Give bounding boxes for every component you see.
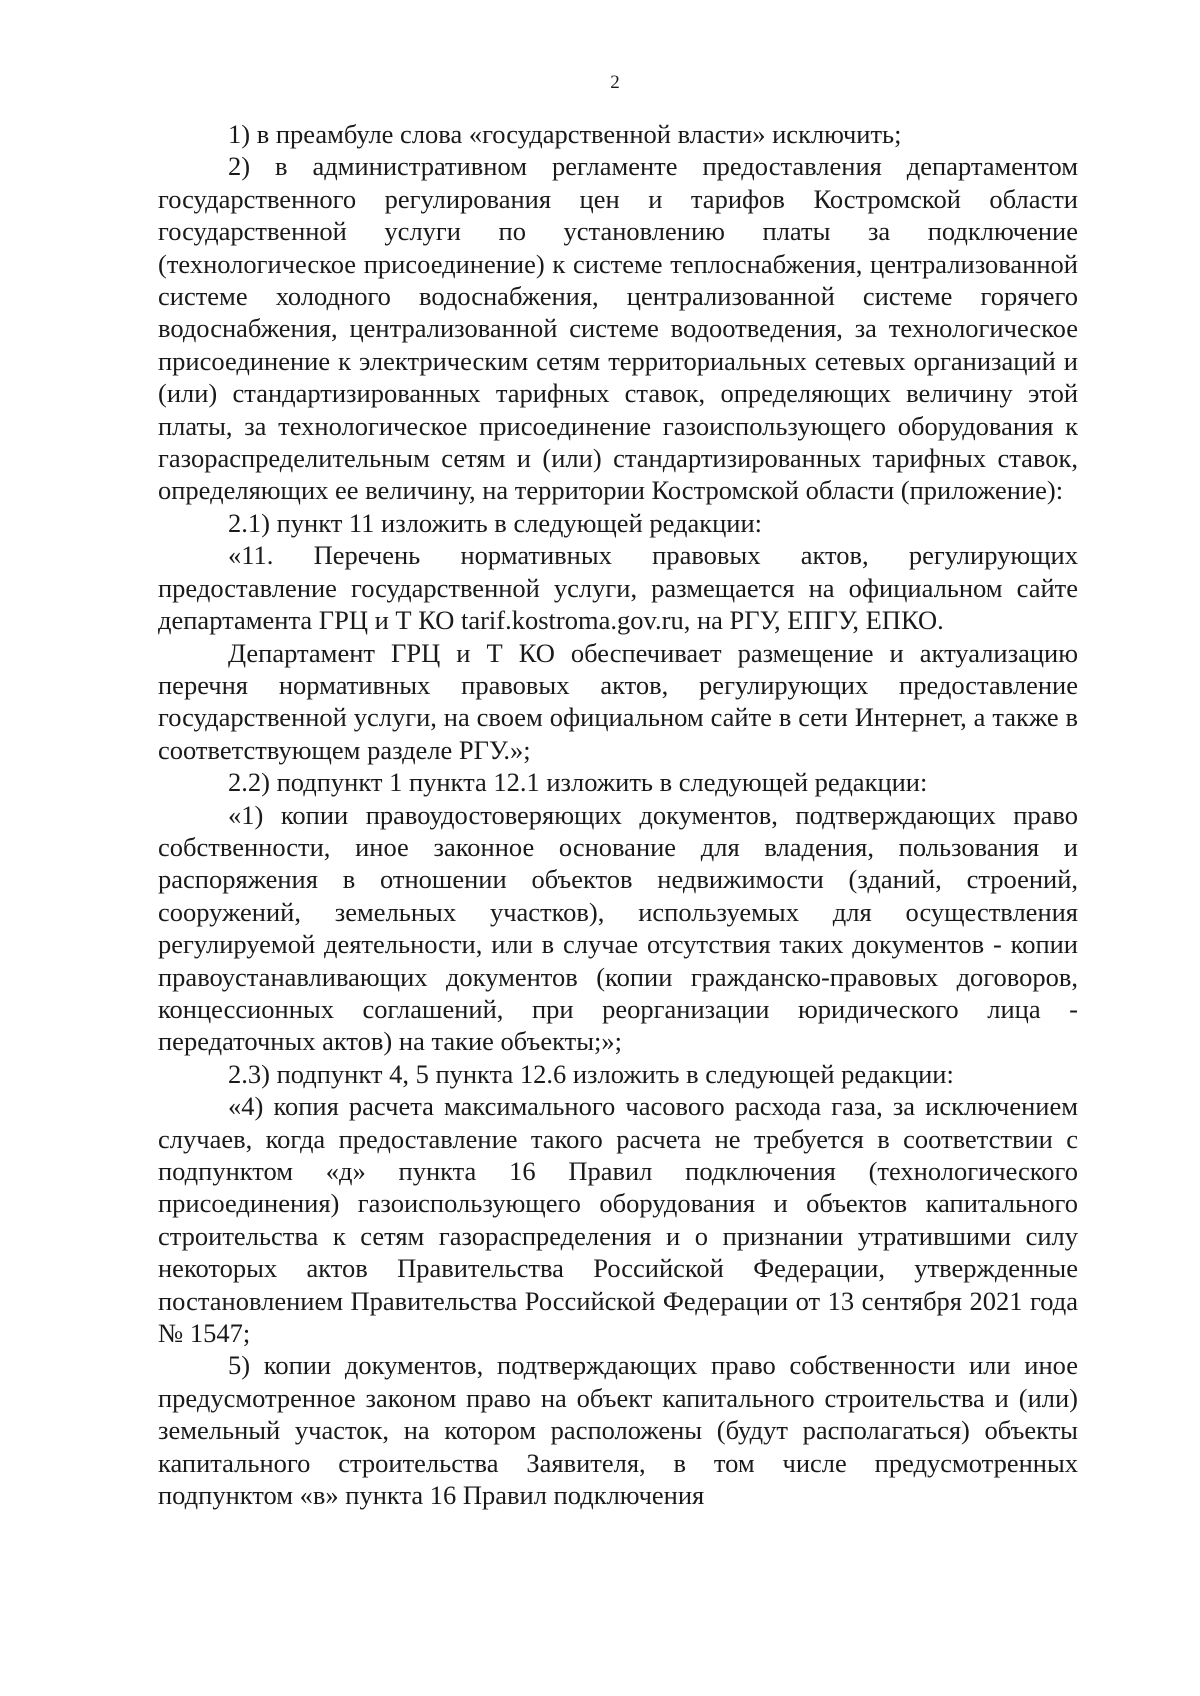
paragraph-2-1: 2.1) пункт 11 изложить в следующей редакции: [228,507,763,538]
paragraph-2-3: 2.3) подпункт 4, 5 пункта 12.6 изложить в следующей редакции: [228,1058,954,1089]
paragraph-subitem-4: «4) копия расчета максимального часового расхода газа, за исключением случаев, когда предоставление такого расчета не требуется в соответствии с подпунктом «д» пункта 16 Правил подключения (технологического присоединения) газоиспользующего оборудования и объектов капитального строительства к сетям газораспределения и о признании утратившими силу некоторых актов Правительства Российской Федерации, утвержденные постановлением Правительства Российской Федерации от 13 сентября 2021 года № 1547; [158,1091,1078,1349]
paragraph-subitem-1: «1) копии правоудостоверяющих документов, подтверждающих право собственности, иное законное основание для владения, пользования и распоряжения в отношении объектов недвижимости (зданий, строений, сооружений, земельных участков), используемых для осуществления регулируемой деятельности, или в случае отсутствия таких документов - копии правоустанавливающих документов (копии гражданско-правовых договоров, концессионных соглашений, при реорганизации юридического лица - передаточных актов) на такие объекты;»; [158,799,1078,1057]
paragraph-2-2: 2.2) подпункт 1 пункта 12.1 изложить в следующей редакции: [228,767,928,798]
paragraph-department: Департамент ГРЦ и Т КО обеспечивает размещение и актуализацию перечня нормативных правовых актов, регулирующих предоставление государственной услуги, на своем официальном сайте в сети Интернет, а также в соответствующем разделе РГУ.»; [158,637,1078,765]
paragraph-item-11: «11. Перечень нормативных правовых актов, регулирующих предоставление государственной услуги, размещается на официальном сайте департамента ГРЦ и Т КО tarif.kostroma.gov.ru, на РГУ, ЕПГУ, ЕПКО. [158,540,1078,636]
paragraph-subitem-5: 5) копии документов, подтверждающих право собственности или иное предусмотренное законом право на объект капитального строительства и (или) земельный участок, на котором расположены (будут располагаться) объекты капитального строительства Заявителя, в том числе предусмотренных подпунктом «в» пункта 16 Правил подключения [158,1350,1078,1511]
paragraph-preamble: 1) в преамбуле слова «государственной власти» исключить; [228,119,902,149]
document-body [158,118,1078,1511]
page-number: 2 [610,72,620,93]
paragraph-regulation: 2) в административном регламенте предоставления департаментом государственного регулирования цен и тарифов Костромской области государственной услуги по установлению платы за подключение (технологическое присоединение) к системе теплоснабжения, централизованной системе холодного водоснабжения, централизованной системе горячего водоснабжения, централизованной системе водоотведения, за технологическое присоединение к электрическим сетям территориальных сетевых организаций и (или) стандартизированных тарифных ставок, определяющих величину этой платы, за технологическое присоединение газоиспользующего оборудования к газораспределительным сетям и (или) стандартизированных тарифных ставок, определяющих ее величину, на территории Костромской области (приложение): [158,151,1078,506]
